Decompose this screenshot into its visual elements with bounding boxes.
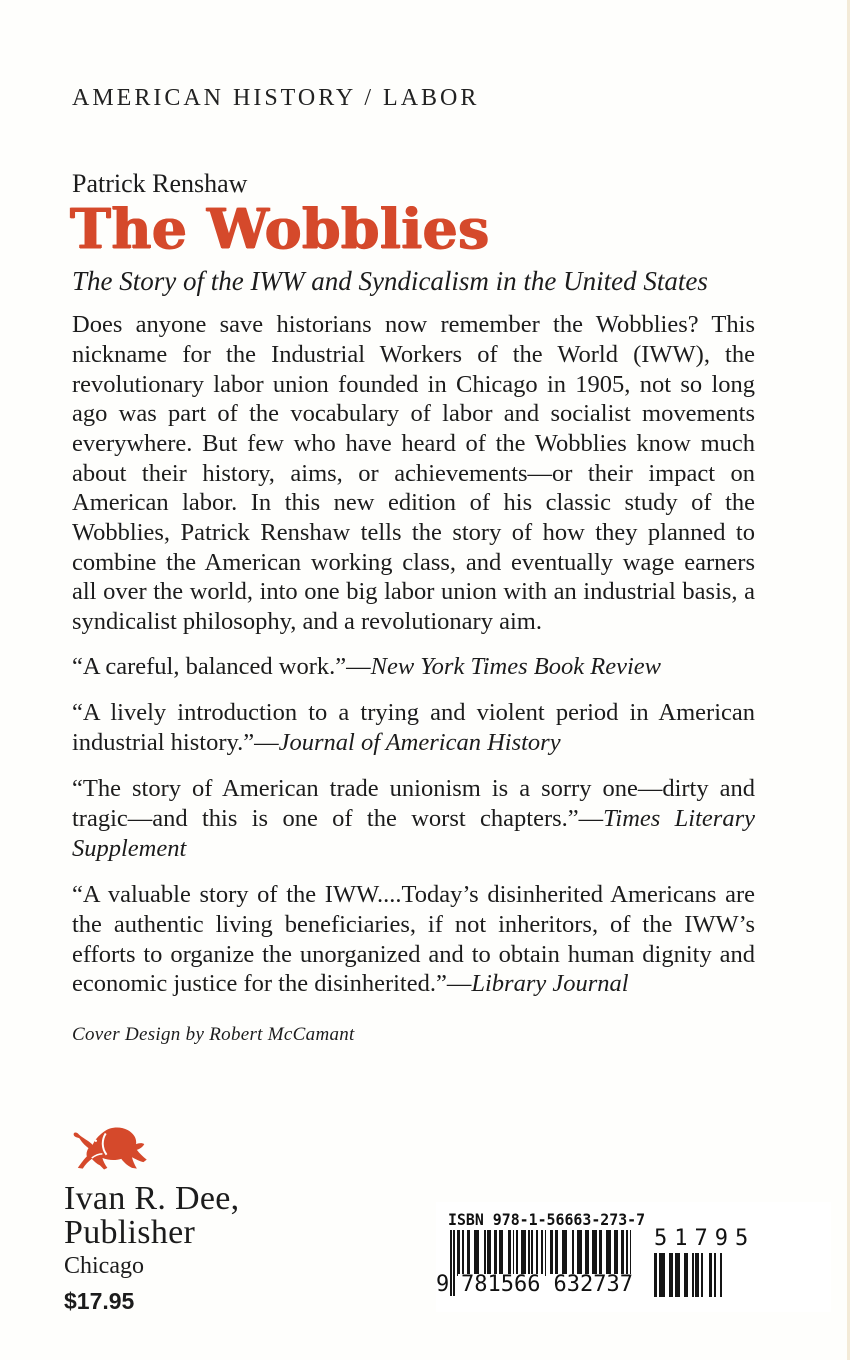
barcode-block: [436, 1202, 831, 1312]
barcode-digits: [436, 1274, 636, 1296]
quote-source: Times Literary Supplement: [72, 805, 755, 862]
quote-text: “A lively introduction to a trying and violent period in American industrial history.”—: [72, 699, 755, 756]
book-description: Does anyone save historians now remember the Wobblies? This nickname for the Industrial Workers of the World (IWW), the revolutionary labor union founded in Chicago in 1905, not so long ago was part of the vocabulary of labor and socialist movements everywhere. But few who have heard of the Wobblies know much about their history, aims, or achievements—or their impact on American labor. In this new edition of his classic study of the Wobblies, Patrick Renshaw tells the story of how they planned to combine the American working class, and eventually wage earners all over the world, into one big labor union with an industrial basis, a syndicalist philosophy, and a revolutionary aim.: [72, 311, 755, 635]
quote-text: “A valuable story of the IWW....Today’s disinherited Americans are the authentic living beneficiaries, if not inheritors, of the IWW’s efforts to organize the unorganized and to obtain human dignity and economic justice for the disinherited.”—: [72, 881, 755, 998]
barcode-bars-addon: [648, 1253, 755, 1297]
cover-design-credit: Cover Design by Robert McCamant: [72, 1023, 355, 1045]
barcode-addon-digits: 51795: [654, 1226, 756, 1251]
author-name: Patrick Renshaw: [72, 168, 248, 198]
publisher-name-line2: Publisher: [64, 1214, 196, 1251]
publisher-name-line1: Ivan R. Dee,: [64, 1180, 240, 1217]
publisher-city: Chicago: [64, 1253, 144, 1279]
publisher-name: [64, 1182, 384, 1250]
quote-text: “The story of American trade unionism is a sorry one—dirty and tragic—and this is one of the worst chapters.”—: [72, 775, 755, 833]
barcode-addon: [648, 1228, 755, 1297]
book-subtitle: The Story of the IWW and Syndicalism in the United States: [72, 266, 708, 297]
quote-source: New York Times Book Review: [370, 652, 661, 680]
price-label: $17.95: [64, 1288, 135, 1315]
barcode-digit-group2: 632737: [550, 1274, 635, 1296]
review-quote-jah: [72, 698, 755, 757]
barcode-digit-group1: 781566: [458, 1274, 543, 1296]
review-quote-lj: [72, 880, 755, 999]
review-quote-nyt: [72, 652, 755, 682]
publisher-block: [64, 1122, 384, 1315]
barcode-digit-lead: 9: [436, 1272, 450, 1297]
category-heading: AMERICAN HISTORY / LABOR: [72, 85, 480, 111]
quote-source: Library Journal: [471, 970, 629, 998]
text-column: [72, 84, 755, 1046]
review-quote-tls: [72, 774, 755, 863]
quote-text: “A careful, balanced work.”—: [72, 652, 371, 680]
elephant-logo-icon: [68, 1122, 150, 1176]
isbn-label: ISBN 978-1-56663-273-7: [448, 1210, 646, 1229]
quote-source: Journal of American History: [278, 728, 561, 756]
book-title: The Wobblies: [70, 196, 490, 262]
